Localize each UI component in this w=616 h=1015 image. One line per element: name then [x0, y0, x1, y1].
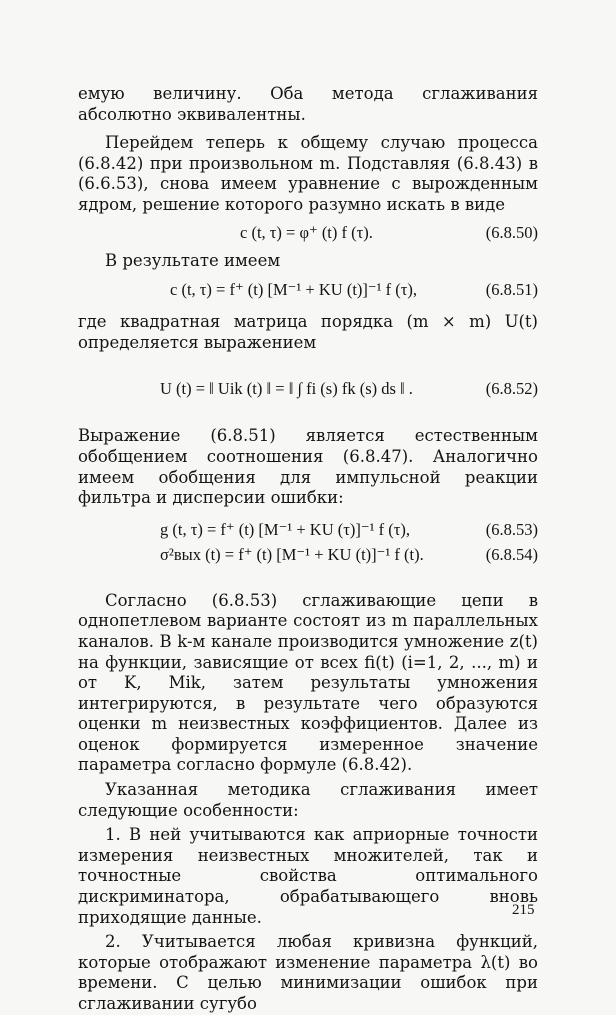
equation-expression: σ²вых (t) = f⁺ (t) [M⁻¹ + KU (t)]⁻¹ f (t).	[160, 544, 424, 564]
paragraph: В результате имеем	[105, 250, 281, 270]
paragraph: Выражение (6.8.51) является естественным обобщением соотношения (6.8.47). Аналогично имеем обобщения для импульсной реакции фильтра и дисперсии ошибки:	[78, 426, 538, 508]
equation-6-8-51	[78, 277, 538, 303]
paragraph: 1. В ней учитываются как априорные точности измерения неизвестных множителей, так и точностные свойства оптимального дискриминатора, обрабатывающего вновь приходящие данные.	[78, 825, 538, 927]
equation-6-8-52	[78, 361, 538, 417]
paragraph: Перейдем теперь к общему случаю процесса (6.8.42) при произвольном m. Подставляя (6.8.43) в (6.6.53), снова имеем уравнение с вырожденным ядром, решение которого разумно искать в виде	[78, 133, 538, 214]
paragraph: где квадратная матрица порядка (m × m) U(t) определяется выражением	[78, 312, 538, 352]
page-number: 215	[512, 902, 535, 918]
equation-expression: U (t) = ‖ Uik (t) ‖ = ‖ ∫ fi (s) fk (s) ds ‖ .	[160, 379, 413, 399]
paragraph: емую величину. Оба метода сглаживания абсолютно эквивалентны.	[78, 84, 538, 124]
text-block	[78, 84, 538, 1015]
equation-expression: c (t, τ) = f⁺ (t) [M⁻¹ + KU (t)]⁻¹ f (τ),	[170, 280, 418, 300]
paragraph: Согласно (6.8.53) сглаживающие цепи в однопетлевом варианте состоят из m параллельных каналов. В k-м канале производится умножение z(t) на функции, зависящие от всех fi(t) (i=1, 2, ..., m) и от K, Mik, затем результаты умножения интегрируются, в результате чего образуются оценки m неизвестных коэффициентов. Далее из оценок формируется измеренное значение параметра согласно формуле (6.8.42).	[78, 590, 538, 775]
equation-number: (6.8.50)	[485, 222, 538, 242]
equation-number: (6.8.52)	[485, 379, 538, 399]
equation-number: (6.8.53)	[485, 519, 538, 539]
paragraph: Указанная методика сглаживания имеет следующие особенности:	[78, 780, 538, 820]
equation-number: (6.8.51)	[485, 280, 538, 300]
equation-expression: g (t, τ) = f⁺ (t) [M⁻¹ + KU (τ)]⁻¹ f (τ),	[160, 519, 411, 539]
equation-6-8-50	[78, 220, 538, 246]
equation-6-8-54	[78, 543, 538, 569]
equation-6-8-53	[78, 517, 538, 543]
equation-number: (6.8.54)	[485, 544, 538, 564]
paragraph: 2. Учитывается любая кривизна функций, которые отображают изменение параметра λ(t) во времени. С целью минимизации ошибок при сглаживании сугубо	[78, 932, 538, 1013]
equation-expression: c (t, τ) = φ⁺ (t) f (τ).	[240, 222, 373, 242]
